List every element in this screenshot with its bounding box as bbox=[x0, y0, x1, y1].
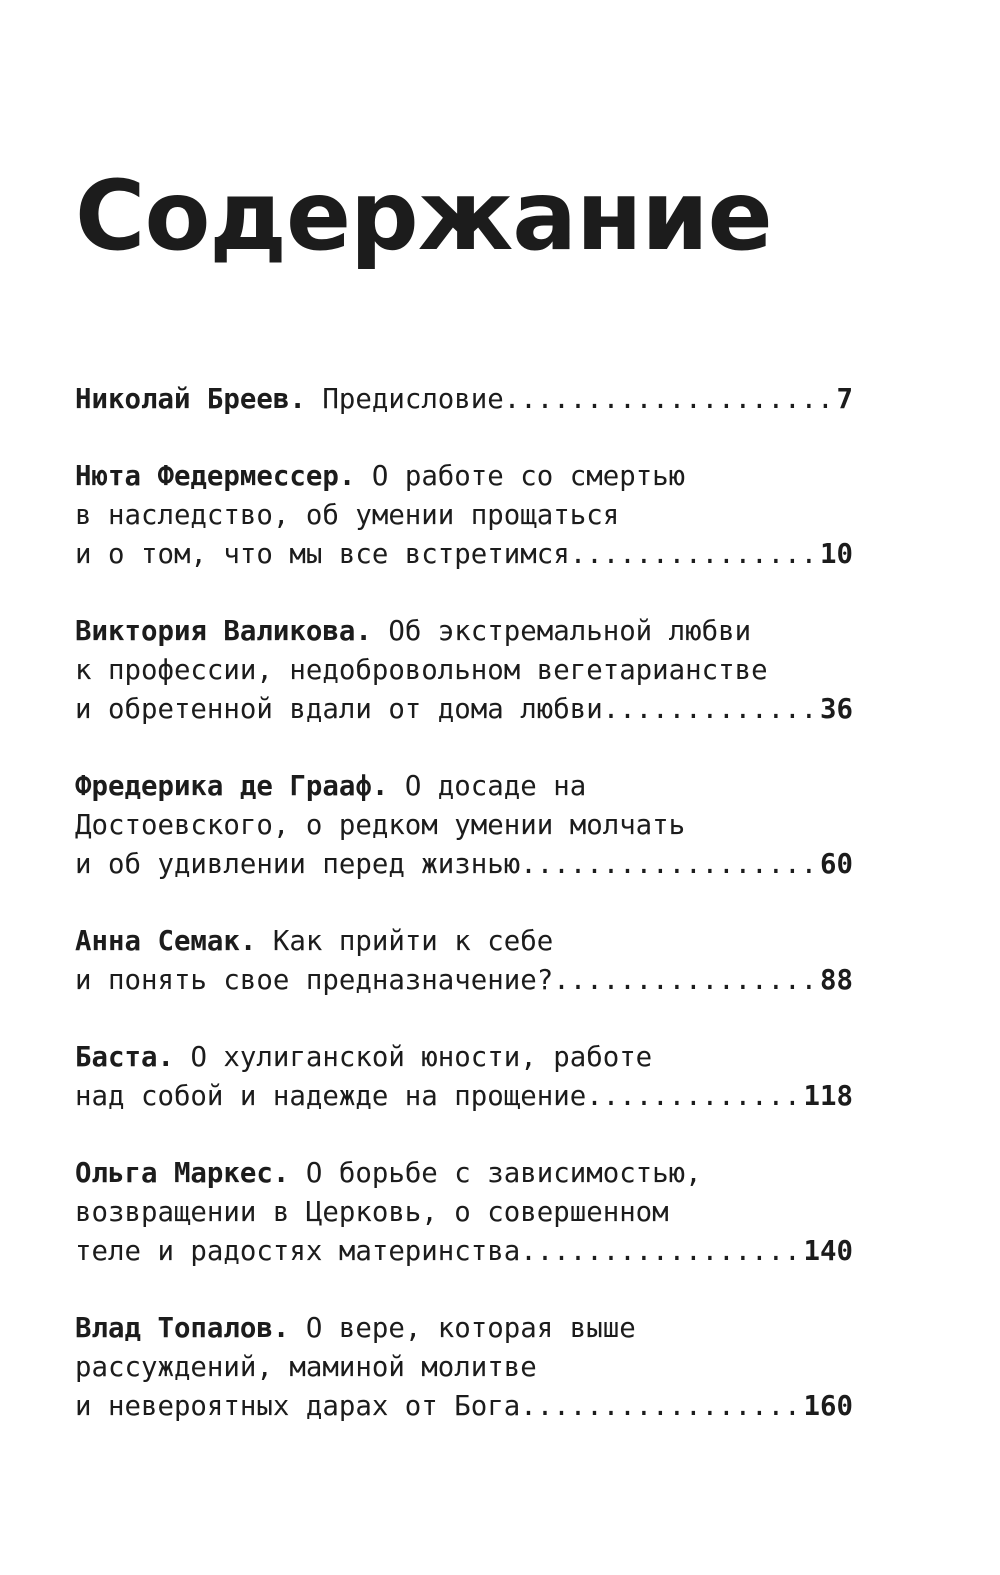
toc-entry[interactable] bbox=[75, 380, 855, 419]
page-number: 88 bbox=[820, 965, 853, 996]
toc-description: Предисловие bbox=[322, 384, 504, 415]
page-number: 118 bbox=[803, 1081, 853, 1112]
toc-line bbox=[75, 1387, 853, 1426]
dot-leader bbox=[504, 380, 837, 419]
toc-line bbox=[75, 1309, 855, 1348]
toc-line-text bbox=[75, 500, 619, 531]
toc-author: Баста bbox=[75, 1042, 158, 1073]
page-number: 36 bbox=[820, 694, 853, 725]
toc-entry[interactable] bbox=[75, 1038, 855, 1116]
dot-leader bbox=[520, 1387, 803, 1426]
toc-entry[interactable] bbox=[75, 922, 855, 1000]
toc-line-text bbox=[75, 771, 586, 802]
toc-author: Виктория Валикова bbox=[75, 616, 356, 647]
dot-leader bbox=[520, 845, 820, 884]
dot-leader bbox=[586, 1077, 803, 1116]
toc-description: и о том, что мы все встретимся bbox=[75, 539, 570, 570]
toc-entry[interactable] bbox=[75, 457, 855, 574]
author-separator: . bbox=[338, 461, 372, 492]
page-number: 160 bbox=[803, 1391, 853, 1422]
toc-description: О досаде на bbox=[404, 771, 587, 802]
toc-entry[interactable] bbox=[75, 767, 855, 884]
toc-description: О вере, которая выше bbox=[305, 1313, 636, 1344]
toc-line bbox=[75, 1038, 855, 1077]
toc-entry[interactable] bbox=[75, 1154, 855, 1271]
toc-description: и об удивлении перед жизнью bbox=[75, 849, 521, 880]
toc-description: и обретенной вдали от дома любви bbox=[75, 694, 603, 725]
toc-line bbox=[75, 1193, 855, 1232]
toc-entry[interactable] bbox=[75, 612, 855, 729]
toc-line bbox=[75, 1077, 853, 1116]
toc-entry[interactable] bbox=[75, 1309, 855, 1426]
author-separator: . bbox=[157, 1042, 191, 1073]
toc-line-text bbox=[75, 535, 570, 574]
author-separator: . bbox=[272, 1158, 306, 1189]
toc-author: Влад Топалов bbox=[75, 1313, 273, 1344]
toc-line-text bbox=[75, 1387, 520, 1426]
toc-line bbox=[75, 496, 855, 535]
toc-line-text bbox=[75, 810, 685, 841]
toc-line-text bbox=[75, 461, 685, 492]
toc-line bbox=[75, 845, 853, 884]
toc-line bbox=[75, 767, 855, 806]
toc-description: Достоевского, о редком умении молчать bbox=[75, 810, 686, 841]
toc-description: к профессии, недобровольном вегетарианстве bbox=[75, 655, 768, 686]
dot-leader bbox=[553, 961, 820, 1000]
toc-author: Нюта Федермессер bbox=[75, 461, 339, 492]
toc-line bbox=[75, 922, 855, 961]
toc-line bbox=[75, 380, 853, 419]
toc-description: и понять свое предназначение? bbox=[75, 965, 554, 996]
toc-line-text bbox=[75, 690, 603, 729]
page-number: 7 bbox=[836, 384, 853, 415]
toc-line bbox=[75, 535, 853, 574]
toc-description: О хулиганской юности, работе bbox=[190, 1042, 653, 1073]
toc-line-text bbox=[75, 1232, 520, 1271]
toc-line bbox=[75, 961, 853, 1000]
author-separator: . bbox=[289, 384, 323, 415]
dot-leader bbox=[603, 690, 820, 729]
toc-description: возвращении в Церковь, о совершенном bbox=[75, 1197, 669, 1228]
toc-line-text bbox=[75, 1042, 652, 1073]
toc-description: рассуждений, маминой молитве bbox=[75, 1352, 537, 1383]
toc-line-text bbox=[75, 380, 504, 419]
toc-description: Об экстремальной любви bbox=[388, 616, 752, 647]
page-number: 60 bbox=[820, 849, 853, 880]
toc-author: Ольга Маркес bbox=[75, 1158, 273, 1189]
toc-description: и невероятных дарах от Бога bbox=[75, 1391, 521, 1422]
author-separator: . bbox=[272, 1313, 306, 1344]
toc-line-text bbox=[75, 1077, 586, 1116]
toc-line-text bbox=[75, 616, 751, 647]
toc-line-text bbox=[75, 1197, 669, 1228]
page-title: Содержание bbox=[75, 160, 772, 272]
toc-line bbox=[75, 806, 855, 845]
toc-line bbox=[75, 1154, 855, 1193]
toc-author: Фредерика де Грааф bbox=[75, 771, 372, 802]
toc-line bbox=[75, 457, 855, 496]
table-of-contents bbox=[75, 380, 855, 1464]
toc-line-text bbox=[75, 926, 553, 957]
toc-line bbox=[75, 1232, 853, 1271]
toc-line-text bbox=[75, 1352, 537, 1383]
author-separator: . bbox=[371, 771, 405, 802]
toc-line-text bbox=[75, 961, 553, 1000]
toc-author: Николай Бреев bbox=[75, 384, 290, 415]
toc-description: О работе со смертью bbox=[371, 461, 686, 492]
toc-description: над собой и надежде на прощение bbox=[75, 1081, 587, 1112]
toc-line bbox=[75, 690, 853, 729]
toc-line-text bbox=[75, 655, 768, 686]
toc-description: теле и радостях материнства bbox=[75, 1236, 521, 1267]
author-separator: . bbox=[355, 616, 389, 647]
toc-description: Как прийти к себе bbox=[272, 926, 554, 957]
dot-leader bbox=[520, 1232, 803, 1271]
page-number: 140 bbox=[803, 1236, 853, 1267]
author-separator: . bbox=[239, 926, 273, 957]
page-number: 10 bbox=[820, 539, 853, 570]
dot-leader bbox=[570, 535, 820, 574]
toc-line-text bbox=[75, 1313, 636, 1344]
toc-line bbox=[75, 651, 855, 690]
toc-line bbox=[75, 1348, 855, 1387]
toc-line-text bbox=[75, 845, 520, 884]
toc-line bbox=[75, 612, 855, 651]
toc-line-text bbox=[75, 1158, 702, 1189]
toc-description: О борьбе с зависимостью, bbox=[305, 1158, 702, 1189]
toc-description: в наследство, об умении прощаться bbox=[75, 500, 620, 531]
toc-author: Анна Семак bbox=[75, 926, 240, 957]
